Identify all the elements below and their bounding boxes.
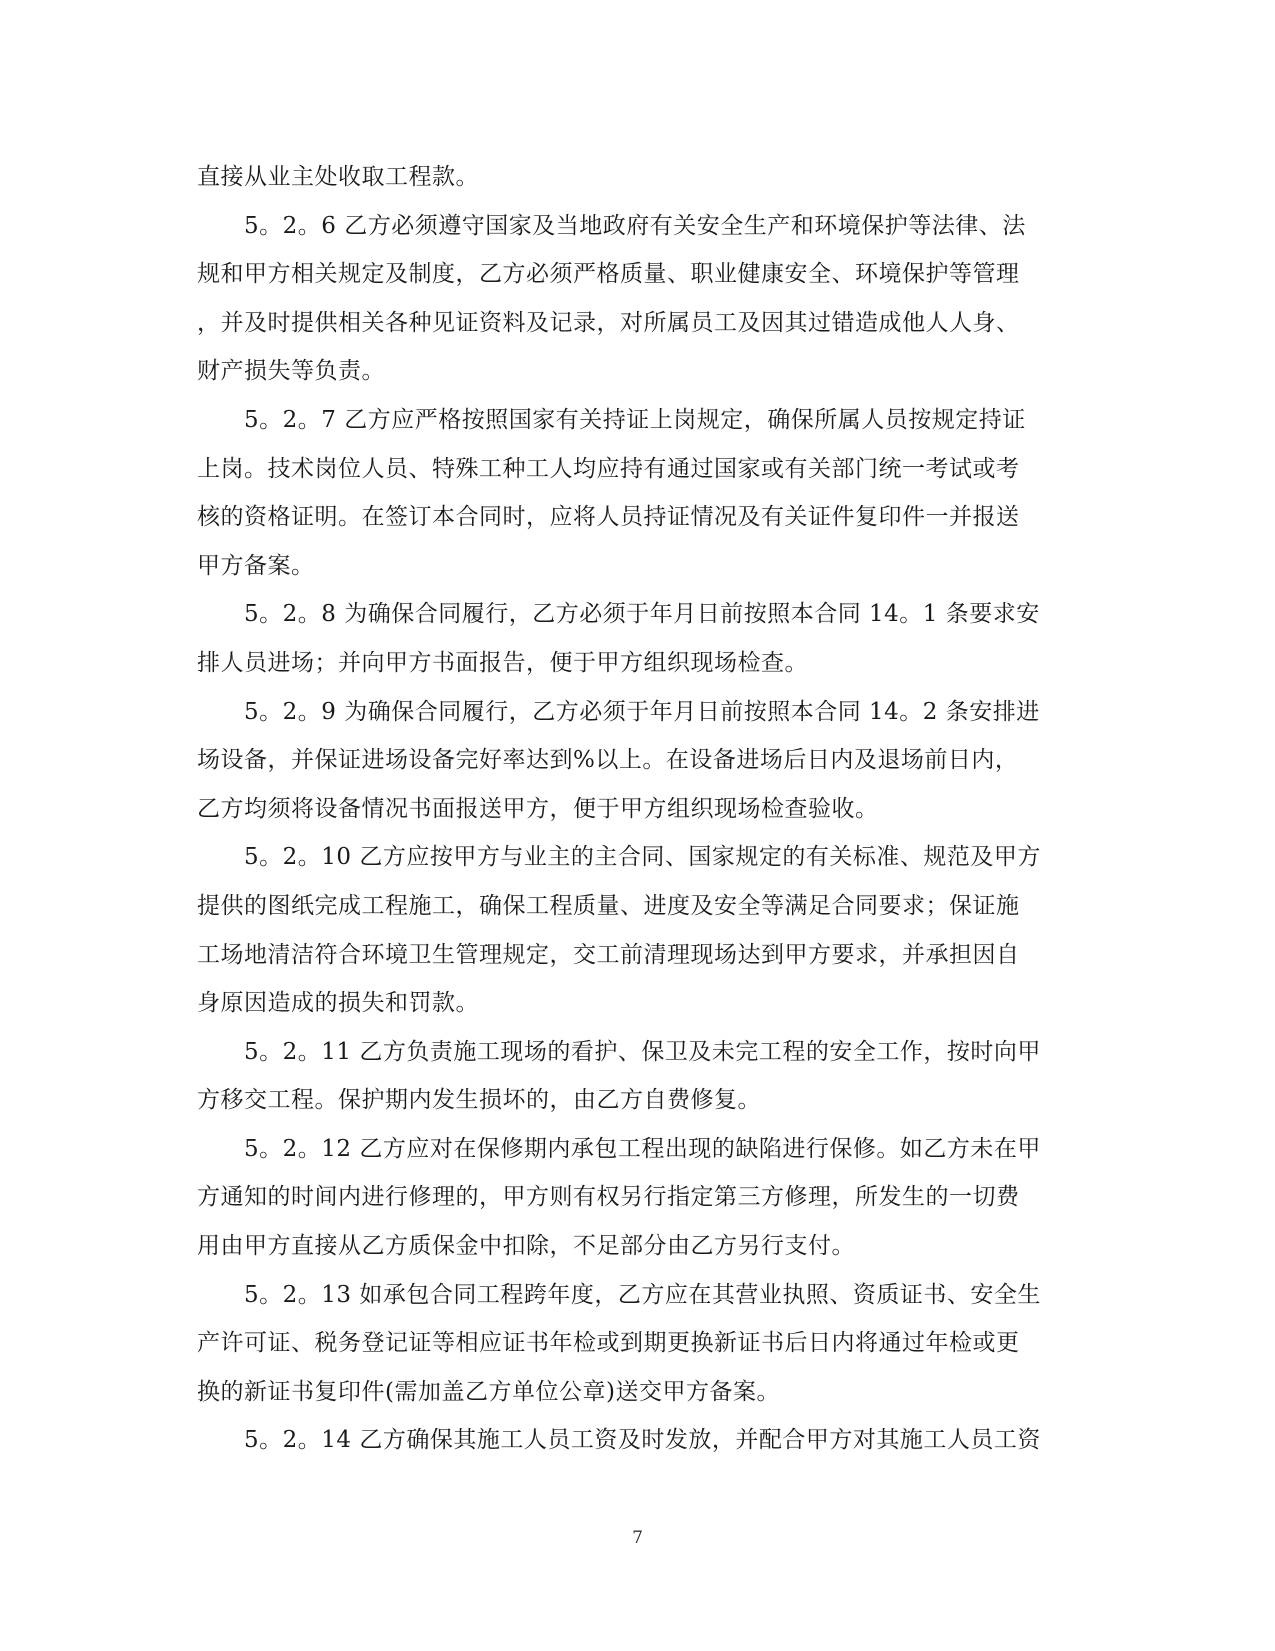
- text-line: 5。2。10 乙方应按甲方与业主的主合同、国家规定的有关标准、规范及甲方: [244, 844, 1041, 871]
- text-line: 甲方备案。: [197, 552, 315, 579]
- text-line: 产许可证、税务登记证等相应证书年检或到期更换新证书后日内将通过年检或更: [197, 1330, 1020, 1357]
- text-line: 上岗。技术岗位人员、特殊工种工人均应持有通过国家或有关部门统一考试或考: [197, 455, 1020, 482]
- text-line: 方移交工程。保护期内发生损坏的，由乙方自费修复。: [197, 1087, 761, 1114]
- text-line: 核的资格证明。在签订本合同时，应将人员持证情况及有关证件复印件一并报送: [197, 504, 1020, 531]
- text-line: 5。2。7 乙方应严格按照国家有关持证上岗规定，确保所属人员按规定持证: [244, 406, 1026, 433]
- text-line: 5。2。9 为确保合同履行，乙方必须于年月日前按照本合同 14。2 条安排进: [244, 698, 1040, 725]
- text-line: 5。2。13 如承包合同工程跨年度，乙方应在其营业执照、资质证书、安全生: [244, 1281, 1041, 1308]
- text-line: 5。2。8 为确保合同履行，乙方必须于年月日前按照本合同 14。1 条要求安: [244, 601, 1040, 628]
- text-line: 规和甲方相关规定及制度，乙方必须严格质量、职业健康安全、环境保护等管理: [197, 261, 1020, 288]
- text-line: ，并及时提供相关各种见证资料及记录，对所属员工及因其过错造成他人人身、: [197, 309, 1020, 336]
- text-line: 5。2。12 乙方应对在保修期内承包工程出现的缺陷进行保修。如乙方未在甲: [244, 1135, 1041, 1162]
- text-line: 用由甲方直接从乙方质保金中扣除，不足部分由乙方另行支付。: [197, 1233, 855, 1260]
- text-line: 工场地清洁符合环境卫生管理规定，交工前清理现场达到甲方要求，并承担因自: [197, 941, 1020, 968]
- text-line: 5。2。6 乙方必须遵守国家及当地政府有关安全生产和环境保护等法律、法: [244, 212, 1026, 239]
- text-line: 5。2。14 乙方确保其施工人员工资及时发放，并配合甲方对其施工人员工资: [244, 1427, 1041, 1454]
- text-line: 财产损失等负责。: [197, 358, 385, 385]
- text-line: 提供的图纸完成工程施工，确保工程质量、进度及安全等满足合同要求；保证施: [197, 892, 1020, 919]
- text-line: 身原因造成的损失和罚款。: [197, 990, 479, 1017]
- document-body: [197, 153, 1077, 1465]
- text-line: 乙方均须将设备情况书面报送甲方，便于甲方组织现场检查验收。: [197, 795, 879, 822]
- text-line: 换的新证书复印件(需加盖乙方单位公章)送交甲方备案。: [197, 1378, 780, 1405]
- text-line: 5。2。11 乙方负责施工现场的看护、保卫及未完工程的安全工作，按时向甲: [244, 1038, 1041, 1065]
- text-line: 场设备，并保证进场设备完好率达到%以上。在设备进场后日内及退场前日内，: [197, 747, 1019, 774]
- page-number: 7: [632, 1528, 643, 1548]
- text-line: 方通知的时间内进行修理的，甲方则有权另行指定第三方修理，所发生的一切费: [197, 1184, 1020, 1211]
- text-line: 直接从业主处收取工程款。: [197, 164, 479, 190]
- text-line: 排人员进场；并向甲方书面报告，便于甲方组织现场检查。: [197, 649, 808, 676]
